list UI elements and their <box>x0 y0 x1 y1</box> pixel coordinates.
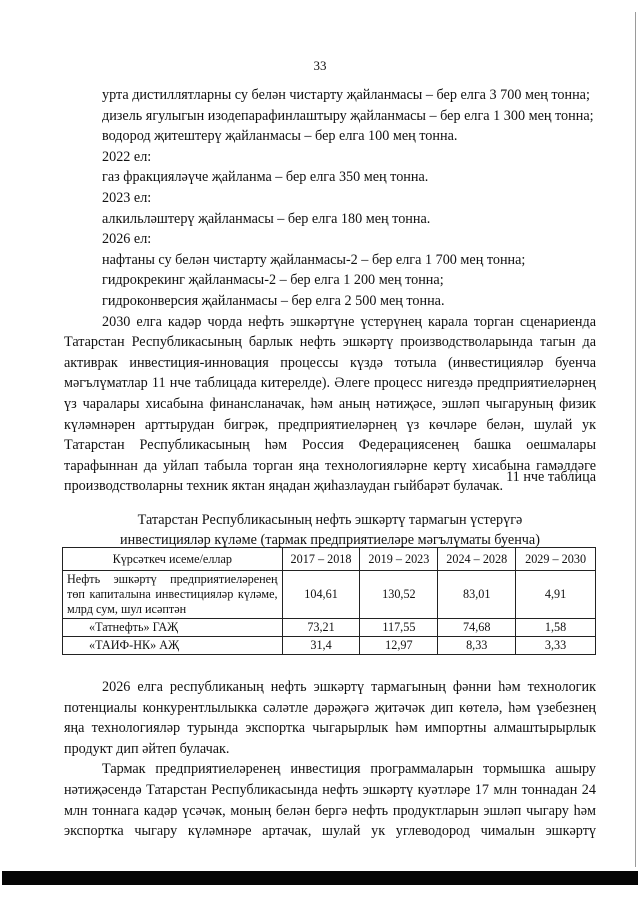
cell-value: 130,52 <box>360 571 438 619</box>
facilities-list <box>64 85 596 497</box>
table-row <box>63 619 596 637</box>
closing-text <box>64 677 596 842</box>
paragraph-2030-scenario: 2030 елга кадәр чорда нефть эшкәртүне үстерүнең карала торган сценариенда Татарстан Республикасының барлык нефть эшкәртү производстволарында тагын да активрак инвестиция-инновация процессы күздә тотыла (инвестицияләр буенча мәгълүматлар 11 нче таблицада китерелде). Әлеге процесс нигездә предприятиеләрнең үз чаралары хисабына финансланачак, һәм аның нәтиҗәсе, эшләп чыгаруның физик күләмнәрен арттырудан бигрәк, предприятиеләрнең үз көчләре белән, шулай ук Татарстан Республикасының һәм Россия Федерациясенең башка оешмалары тарафыннан да уйлап табыла торган яңа технологияләрне кертү хисабына гамәлдәге производстволарны техник яктан яңадан җиһазлаудан гыйбарәт булачак. <box>64 313 596 495</box>
row-label: «Татнефть» ГАҖ <box>63 619 283 637</box>
year-heading-2022: 2022 ел: <box>102 148 152 165</box>
scan-bottom-bar <box>2 871 638 885</box>
list-item: гидроконверсия җайланмасы – бер елга 2 500 мең тонна. <box>102 292 445 309</box>
paragraph-investment-results: Тармак предприятиеләренең инвестиция программаларын тормышка ашыру нәтиҗәсендә Татарстан Республикасында нефть эшкәртү куәтләре 17 млн тоннадан 24 млн тоннага кадәр үсәчәк, моның белән бергә нефть продуктларын эшләп чыгару һәм экспортка чыгару күләмнәре артачак, шулай ук углеводород чималын эшкәртү <box>64 761 596 840</box>
row-label: Нефть эшкәртү предприятиеләренең төп капиталына инвестицияләр күләме, млрд сум, шул исәптән <box>63 571 283 619</box>
scan-edge-line <box>635 12 636 867</box>
list-item-intro-2: дизель ягулыгын изодепарафинлаштыру җайланмасы – бер елга 1 300 мең тонна; <box>102 107 594 124</box>
table-caption: 11 нче таблица <box>506 469 596 485</box>
year-heading-2023: 2023 ел: <box>102 189 152 206</box>
list-item: нафтаны су белән чистарту җайланмасы-2 – бер елга 1 700 мең тонна; <box>102 251 526 268</box>
cell-value: 73,21 <box>282 619 360 637</box>
column-header: Күрсәткеч исеме/еллар <box>63 548 283 571</box>
list-item: алкильләштерү җайланмасы – бер елга 180 мең тонна. <box>102 210 431 227</box>
list-item: водород җитештерү җайланмасы – бер елга 100 мең тонна. <box>102 128 458 145</box>
table-title <box>64 510 596 550</box>
table-title-line-1: Татарстан Республикасының нефть эшкәртү тармагын үстерүгә <box>137 512 523 528</box>
cell-value: 83,01 <box>438 571 516 619</box>
paragraph-2026-potential: 2026 елга республиканың нефть эшкәртү тармагының фәнни һәм технологик потенциалы конкурентлылыкка сәләтле дәрәҗәгә җитәчәк дип көтелә, һәм үзебезнең яңа технологияләр турында экспортка чыгарырлык һәм импортны алмаштырырлык продукт дип әйтеп булачак. <box>64 679 596 757</box>
cell-value: 8,33 <box>438 637 516 655</box>
column-header: 2024 – 2028 <box>438 548 516 571</box>
column-header: 2019 – 2023 <box>360 548 438 571</box>
cell-value: 74,68 <box>438 619 516 637</box>
cell-value: 3,33 <box>516 637 596 655</box>
cell-value: 117,55 <box>360 619 438 637</box>
year-heading-2026: 2026 ел: <box>102 231 152 248</box>
page-number: 33 <box>313 58 327 73</box>
table-row <box>63 571 596 619</box>
row-label: «ТАИФ-НК» АҖ <box>63 637 283 655</box>
column-header: 2029 – 2030 <box>516 548 596 571</box>
cell-value: 1,58 <box>516 619 596 637</box>
cell-value: 104,61 <box>282 571 360 619</box>
cell-value: 12,97 <box>360 637 438 655</box>
table-header-row <box>63 548 596 571</box>
table-title-line-2: инвестицияләр күләме (тармак предприятиеләре мәгълүматы буенча) <box>120 532 540 548</box>
table-row <box>63 637 596 655</box>
column-header: 2017 – 2018 <box>282 548 360 571</box>
list-item: газ фракцияләүче җайланма – бер елга 350 мең тонна. <box>102 169 429 186</box>
cell-value: 4,91 <box>516 571 596 619</box>
list-item: гидрокрекинг җайланмасы-2 – бер елга 1 200 мең тонна; <box>102 272 444 289</box>
cell-value: 31,4 <box>282 637 360 655</box>
investment-table <box>62 547 596 655</box>
list-item-intro-1: урта дистиллятларны су белән чистарту җайланмасы – бер елга 3 700 мең тонна; <box>102 87 590 103</box>
